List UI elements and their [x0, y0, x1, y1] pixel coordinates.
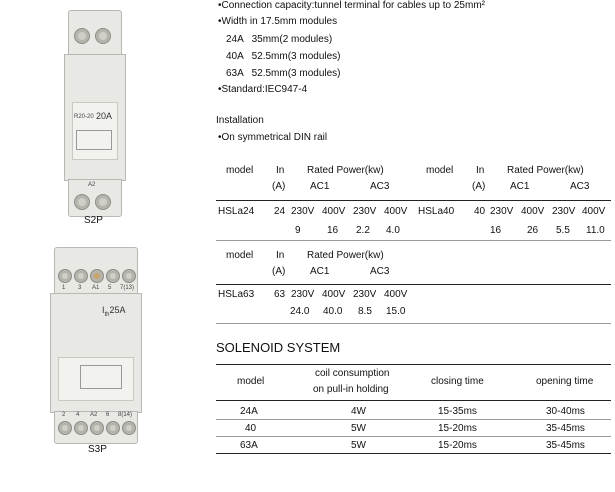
row-model: HSLa24 — [218, 206, 255, 217]
bottom-terminal-a2: A2 — [90, 412, 98, 418]
voltage-230: 230V — [291, 289, 315, 300]
top-terminal-7: 7(13) — [120, 285, 135, 291]
spec-line-40a: 40A 52.5mm(3 modules) — [226, 51, 341, 62]
product-caption-s2p: S2P — [84, 215, 103, 226]
terminal-icon — [106, 269, 120, 283]
solenoid-row-coil: 5W — [351, 440, 366, 451]
terminal-icon — [106, 421, 120, 435]
installation-line: •On symmetrical DIN rail — [218, 132, 328, 143]
header-model: model — [226, 165, 254, 176]
terminal-icon — [90, 269, 104, 283]
header-model: model — [226, 250, 254, 261]
value-cell: 2.2 — [356, 225, 370, 236]
terminal-icon — [74, 28, 90, 44]
header-in: In — [476, 165, 485, 176]
rating-label: 20A — [96, 111, 113, 121]
spec-line-24a: 24A 35mm(2 modules) — [226, 34, 333, 45]
bottom-terminal-2: 2 — [62, 412, 66, 418]
row-in: 63 — [274, 289, 286, 300]
header-closing-time: closing time — [431, 376, 484, 387]
product-caption-s3p: S3P — [88, 444, 107, 455]
header-coil-pull-in: on pull-in holding — [313, 384, 389, 395]
voltage-230: 230V — [353, 206, 377, 217]
solenoid-row-model: 63A — [240, 440, 258, 451]
solenoid-title: SOLENOID SYSTEM — [216, 340, 341, 355]
value-cell: 11.0 — [586, 225, 605, 236]
header-in-unit: (A) — [272, 266, 286, 277]
voltage-400: 400V — [582, 206, 606, 217]
value-cell: 24.0 — [290, 306, 310, 317]
solenoid-row-coil: 4W — [351, 406, 366, 417]
value-cell: 16 — [490, 225, 502, 236]
installation-title: Installation — [216, 115, 264, 126]
top-terminal-5: 5 — [108, 285, 112, 291]
header-in-unit: (A) — [472, 181, 486, 192]
terminal-icon — [74, 269, 88, 283]
header-ac3: AC3 — [370, 266, 390, 277]
header-opening-time: opening time — [536, 376, 594, 387]
terminal-icon — [74, 194, 90, 210]
voltage-400: 400V — [322, 206, 346, 217]
voltage-400: 400V — [521, 206, 545, 217]
solenoid-row-model: 40 — [245, 423, 257, 434]
rating-label: $I_{th}25A$ — [102, 305, 126, 318]
voltage-400: 400V — [384, 206, 408, 217]
spec-line-width: •Width in 17.5mm modules — [218, 16, 338, 27]
spec-line-connection: •Connection capacity:tunnel terminal for cables up to 25mm² — [218, 0, 485, 11]
model-code: R20-20 — [74, 114, 94, 120]
terminal-icon — [95, 28, 111, 44]
header-rated-power: Rated Power(kw) — [307, 165, 384, 176]
value-cell: 40.0 — [323, 306, 343, 317]
solenoid-row-model: 24A — [240, 406, 258, 417]
voltage-400: 400V — [322, 289, 346, 300]
voltage-230: 230V — [490, 206, 514, 217]
header-coil-consumption: coil consumption — [315, 368, 390, 379]
header-ac1: AC1 — [510, 181, 530, 192]
header-ac3: AC3 — [570, 181, 590, 192]
terminal-icon — [122, 269, 136, 283]
value-cell: 26 — [527, 225, 539, 236]
row-in: 40 — [474, 206, 486, 217]
value-cell: 15.0 — [386, 306, 406, 317]
value-cell: 4.0 — [386, 225, 400, 236]
row-in: 24 — [274, 206, 286, 217]
row-model: HSLa63 — [218, 289, 255, 300]
header-in: In — [276, 250, 285, 261]
row-model: HSLa40 — [418, 206, 455, 217]
header-in-unit: (A) — [272, 181, 286, 192]
voltage-230: 230V — [353, 289, 377, 300]
header-model: model — [426, 165, 454, 176]
terminal-label-a2: A2 — [88, 182, 96, 188]
value-cell: 5.5 — [556, 225, 570, 236]
solenoid-row-closing: 15-20ms — [438, 440, 477, 451]
spec-line-63a: 63A 52.5mm(3 modules) — [226, 68, 341, 79]
value-cell: 8.5 — [358, 306, 372, 317]
terminal-icon — [58, 421, 72, 435]
terminal-icon — [122, 421, 136, 435]
solenoid-row-opening: 35-45ms — [546, 423, 585, 434]
header-rated-power: Rated Power(kw) — [507, 165, 584, 176]
solenoid-row-closing: 15-20ms — [438, 423, 477, 434]
value-cell: 9 — [295, 225, 301, 236]
bottom-terminal-8: 8(14) — [118, 412, 133, 418]
header-ac3: AC3 — [370, 181, 390, 192]
solenoid-row-closing: 15-35ms — [438, 406, 477, 417]
contactor-3p-image — [50, 247, 140, 442]
header-rated-power: Rated Power(kw) — [307, 250, 384, 261]
solenoid-row-opening: 30-40ms — [546, 406, 585, 417]
voltage-400: 400V — [384, 289, 408, 300]
terminal-icon — [74, 421, 88, 435]
terminal-icon — [95, 194, 111, 210]
header-model: model — [237, 376, 265, 387]
contactor-2p-image — [64, 10, 124, 215]
top-terminal-1: 1 — [62, 285, 66, 291]
header-ac1: AC1 — [310, 266, 330, 277]
top-terminal-3: 3 — [78, 285, 82, 291]
voltage-230: 230V — [291, 206, 315, 217]
header-ac1: AC1 — [310, 181, 330, 192]
terminal-icon — [90, 421, 104, 435]
bottom-terminal-6: 6 — [106, 412, 110, 418]
solenoid-row-coil: 5W — [351, 423, 366, 434]
terminal-icon — [58, 269, 72, 283]
voltage-230: 230V — [552, 206, 576, 217]
solenoid-row-opening: 35-45ms — [546, 440, 585, 451]
header-in: In — [276, 165, 285, 176]
spec-line-standard: •Standard:IEC947-4 — [218, 84, 308, 95]
bottom-terminal-4: 4 — [76, 412, 80, 418]
top-terminal-a1: A1 — [92, 285, 100, 291]
value-cell: 16 — [327, 225, 339, 236]
